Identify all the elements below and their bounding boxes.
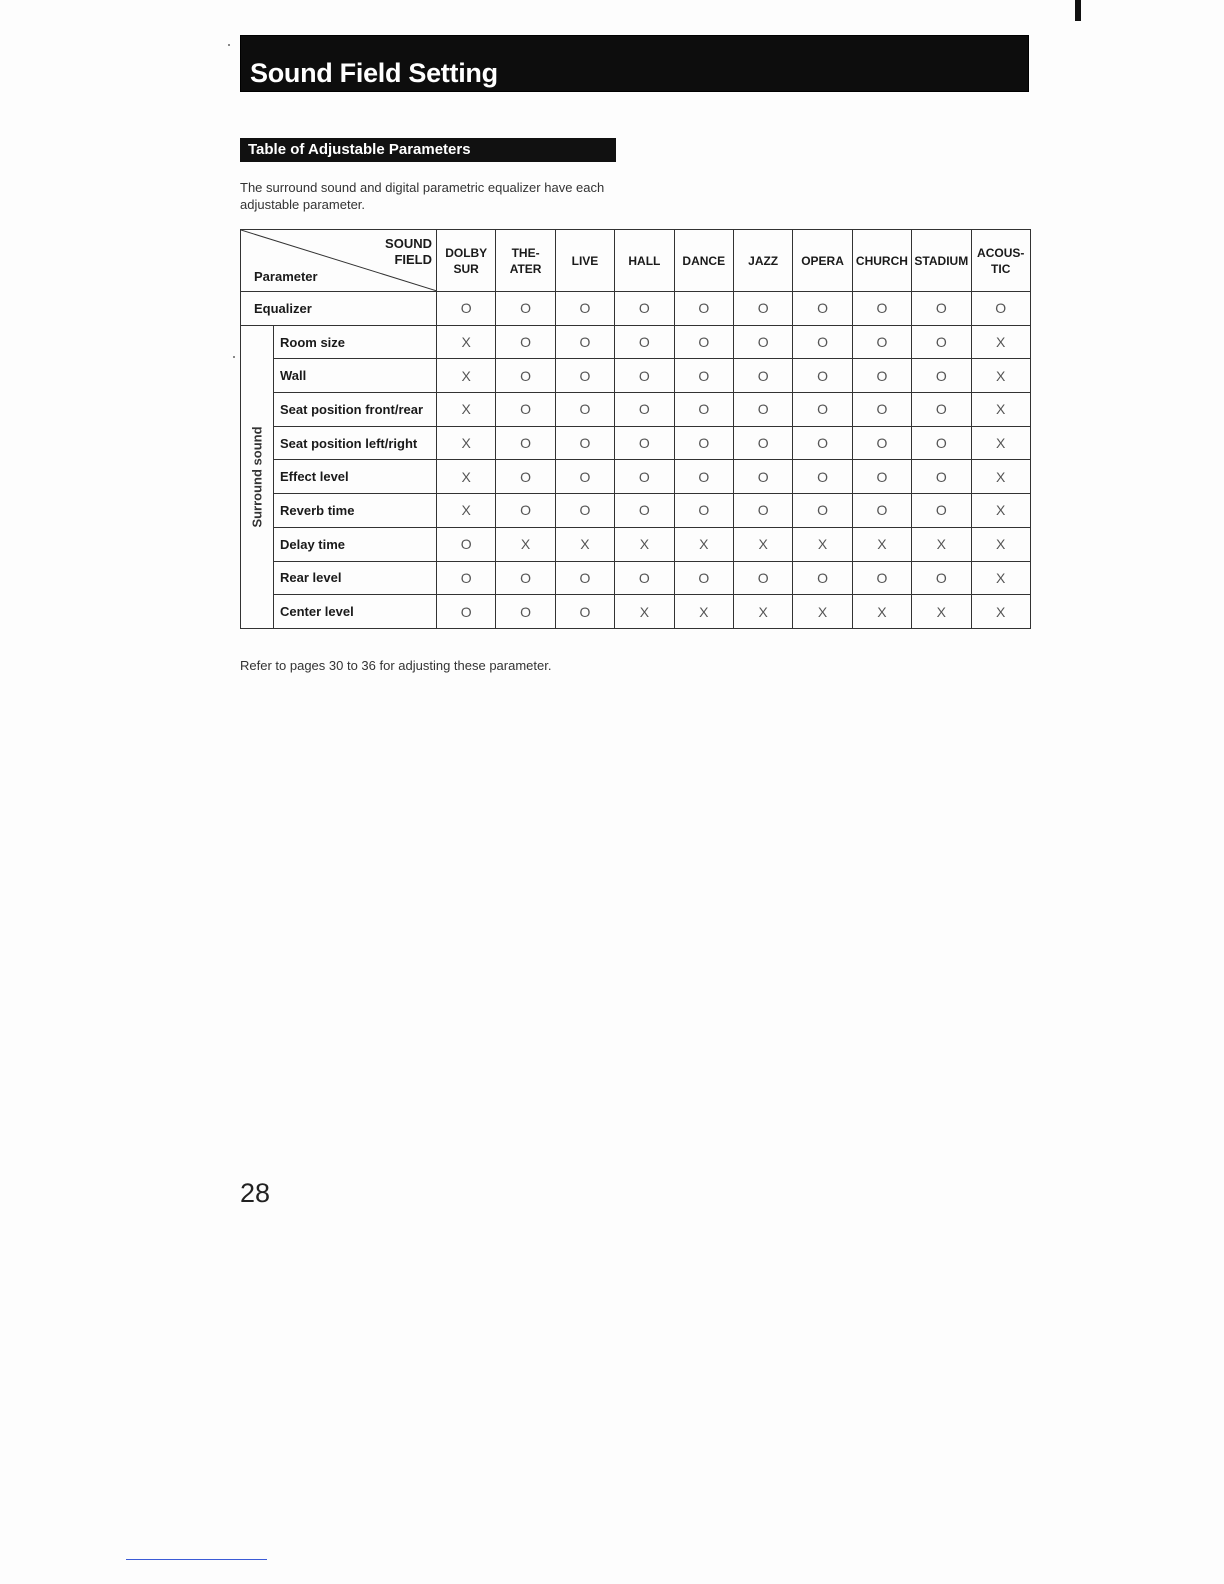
row-label: Center level: [274, 595, 437, 629]
table-cell: O: [793, 426, 852, 460]
table-cell: O: [733, 292, 792, 326]
table-cell: X: [733, 527, 792, 561]
table-cell: X: [971, 527, 1030, 561]
table-cell: O: [674, 426, 733, 460]
table-cell: O: [912, 460, 971, 494]
table-cell: O: [793, 494, 852, 528]
table-cell: O: [674, 393, 733, 427]
table-cell: O: [674, 292, 733, 326]
table-cell: O: [852, 292, 911, 326]
column-header: CHURCH: [852, 230, 911, 292]
table-cell: O: [555, 393, 614, 427]
table-cell: O: [852, 460, 911, 494]
column-header: OPERA: [793, 230, 852, 292]
page-title: Sound Field Setting: [250, 58, 498, 88]
row-label: Room size: [274, 325, 437, 359]
table-cell: O: [496, 460, 555, 494]
table-cell: O: [555, 292, 614, 326]
table-cell: O: [793, 393, 852, 427]
table-row: [241, 325, 1031, 359]
corner-field-label: FIELD: [394, 252, 432, 267]
table-cell: O: [912, 426, 971, 460]
table-cell: O: [496, 595, 555, 629]
table-cell: O: [852, 359, 911, 393]
table-cell: X: [674, 527, 733, 561]
table-cell: X: [437, 494, 496, 528]
table-cell: O: [733, 561, 792, 595]
table-cell: O: [733, 359, 792, 393]
intro-text: The surround sound and digital parametric equalizer have each adjustable parameter.: [240, 180, 605, 212]
table-cell: X: [971, 561, 1030, 595]
table-cell: O: [555, 359, 614, 393]
table-cell: O: [615, 393, 674, 427]
table-cell: O: [437, 527, 496, 561]
table-cell: X: [496, 527, 555, 561]
reference-note: Refer to pages 30 to 36 for adjusting these parameter.: [240, 658, 552, 673]
section-title: Table of Adjustable Parameters: [248, 141, 471, 158]
row-label: Wall: [274, 359, 437, 393]
table-cell: O: [852, 494, 911, 528]
table-cell: O: [852, 325, 911, 359]
table-cell: O: [496, 359, 555, 393]
table-cell: O: [674, 460, 733, 494]
table-cell: X: [793, 595, 852, 629]
table-row: [241, 527, 1031, 561]
table-cell: O: [615, 460, 674, 494]
table-cell: O: [555, 595, 614, 629]
row-label: Effect level: [274, 460, 437, 494]
table-cell: O: [555, 325, 614, 359]
table-cell: X: [674, 595, 733, 629]
table-cell: X: [971, 426, 1030, 460]
column-header: HALL: [615, 230, 674, 292]
table-cell: O: [496, 292, 555, 326]
table-row: [241, 494, 1031, 528]
table-cell: O: [674, 359, 733, 393]
scan-speck: [228, 44, 230, 46]
table-row: [241, 426, 1031, 460]
table-row: [241, 393, 1031, 427]
bottom-rule: [126, 1559, 267, 1560]
table-cell: O: [733, 494, 792, 528]
table-row: [241, 561, 1031, 595]
table-cell: O: [615, 359, 674, 393]
row-label: Reverb time: [274, 494, 437, 528]
table-cell: X: [852, 595, 911, 629]
section-title-bar: [240, 138, 616, 162]
row-label: Equalizer: [241, 292, 437, 326]
table-cell: O: [793, 460, 852, 494]
row-label: Rear level: [274, 561, 437, 595]
table-cell: X: [555, 527, 614, 561]
table-cell: X: [437, 393, 496, 427]
scan-speck: [233, 356, 235, 358]
table-cell: O: [852, 426, 911, 460]
table-cell: O: [733, 393, 792, 427]
table-cell: O: [496, 494, 555, 528]
table-cell: O: [615, 292, 674, 326]
table-cell: O: [555, 494, 614, 528]
corner-sound-label: SOUND: [385, 236, 432, 251]
column-header: DANCE: [674, 230, 733, 292]
table-cell: O: [793, 359, 852, 393]
row-label: Seat position left/right: [274, 426, 437, 460]
table-cell: O: [912, 359, 971, 393]
table-cell: O: [496, 393, 555, 427]
table-cell: O: [852, 561, 911, 595]
parameter-table: [240, 229, 1031, 629]
column-header: STADIUM: [912, 230, 971, 292]
table-cell: X: [615, 527, 674, 561]
table-row: [241, 595, 1031, 629]
table-cell: O: [793, 561, 852, 595]
table-cell: O: [555, 460, 614, 494]
table-cell: O: [733, 426, 792, 460]
page-number: 28: [240, 1178, 271, 1208]
table-cell: O: [437, 561, 496, 595]
table-cell: O: [912, 393, 971, 427]
surround-sound-label: Surround sound: [249, 426, 265, 528]
table-row: [241, 359, 1031, 393]
table-cell: X: [912, 595, 971, 629]
table-cell: X: [437, 325, 496, 359]
table-cell: O: [615, 426, 674, 460]
table-cell: O: [615, 494, 674, 528]
table-cell: X: [971, 359, 1030, 393]
column-header: DOLBY SUR: [437, 230, 496, 292]
table-cell: X: [971, 460, 1030, 494]
row-label: Delay time: [274, 527, 437, 561]
table-cell: X: [852, 527, 911, 561]
surround-sound-group: [241, 325, 274, 628]
table-cell: O: [733, 460, 792, 494]
table-cell: O: [674, 494, 733, 528]
table-cell: O: [912, 561, 971, 595]
column-header: ACOUS- TIC: [971, 230, 1030, 292]
page-edge-mark: [1075, 0, 1081, 21]
table-cell: X: [437, 359, 496, 393]
table-cell: X: [912, 527, 971, 561]
table-cell: X: [971, 595, 1030, 629]
table-cell: O: [437, 292, 496, 326]
table-cell: O: [555, 561, 614, 595]
table-cell: X: [971, 494, 1030, 528]
table-cell: X: [437, 426, 496, 460]
table-cell: O: [615, 325, 674, 359]
table-corner-cell: [241, 230, 437, 292]
table-cell: O: [674, 325, 733, 359]
table-cell: O: [555, 426, 614, 460]
table-cell: O: [912, 494, 971, 528]
table-cell: O: [496, 561, 555, 595]
table-cell: O: [912, 325, 971, 359]
table-cell: O: [674, 561, 733, 595]
table-row: [241, 460, 1031, 494]
table-cell: X: [733, 595, 792, 629]
table-body: [241, 292, 1031, 629]
table-header-row: [241, 230, 1031, 292]
table-cell: O: [733, 325, 792, 359]
page-title-bar: [240, 35, 1029, 92]
table-cell: X: [615, 595, 674, 629]
table-cell: O: [971, 292, 1030, 326]
table-cell: O: [615, 561, 674, 595]
table-cell: X: [793, 527, 852, 561]
table-row: [241, 292, 1031, 326]
row-label: Seat position front/rear: [274, 393, 437, 427]
table-cell: O: [793, 292, 852, 326]
table-cell: O: [496, 325, 555, 359]
table-cell: O: [793, 325, 852, 359]
table-cell: O: [437, 595, 496, 629]
column-header: THE- ATER: [496, 230, 555, 292]
column-header: LIVE: [555, 230, 614, 292]
table-cell: X: [971, 393, 1030, 427]
table-cell: O: [852, 393, 911, 427]
column-header: JAZZ: [733, 230, 792, 292]
table-cell: O: [496, 426, 555, 460]
corner-parameter-label: Parameter: [254, 269, 318, 284]
table-cell: X: [437, 460, 496, 494]
table-cell: X: [971, 325, 1030, 359]
table-cell: O: [912, 292, 971, 326]
